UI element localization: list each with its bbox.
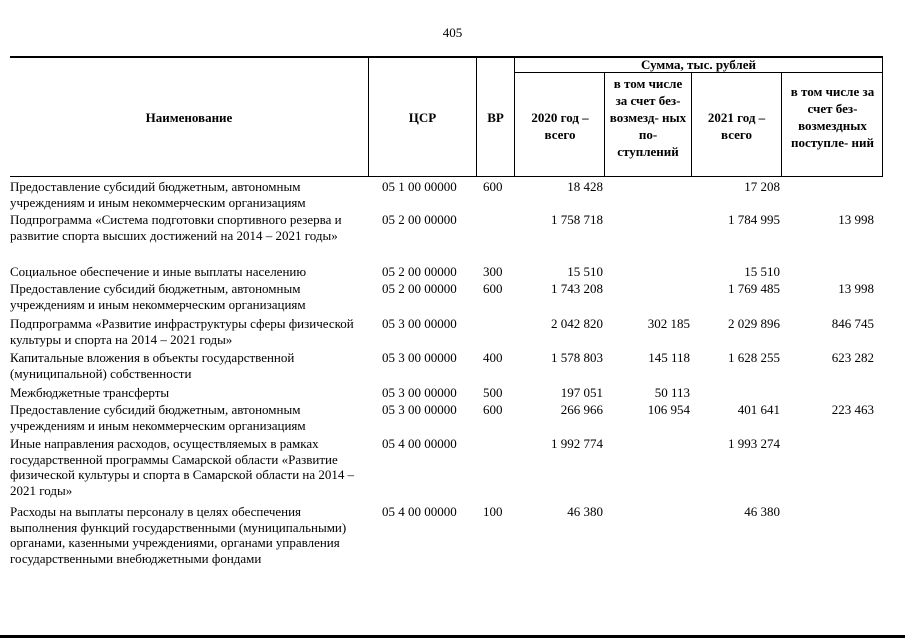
row-name: Капитальные вложения в объекты государственной (муниципальной) собственности: [10, 350, 295, 381]
header-2020-gratuitous: в том числе за счет без- возмезд- ных по- ступлений: [609, 76, 687, 159]
row-2021-total: 401 641: [737, 402, 780, 417]
header-bottom-rule: [10, 176, 883, 177]
header-vr: ВР: [487, 110, 504, 125]
col-divider: [604, 73, 605, 177]
row-2021-gratuitous: 223 463: [831, 402, 874, 417]
row-2021-total: 1 769 485: [728, 281, 780, 296]
row-csr: 05 4 00 00000: [382, 504, 457, 519]
row-2020-gratuitous: 302 185: [647, 316, 690, 331]
row-2021-total: 46 380: [744, 504, 780, 519]
row-csr: 05 3 00 00000: [382, 385, 457, 400]
row-csr: 05 3 00 00000: [382, 402, 457, 417]
header-2020-total: 2020 год – всего: [531, 110, 589, 142]
row-name: Социальное обеспечение и иные выплаты населению: [10, 264, 307, 279]
row-name: Предоставление субсидий бюджетным, автономным учреждениям и иным некоммерческим организациям: [10, 402, 306, 433]
row-2021-total: 1 628 255: [728, 350, 780, 365]
row-2021-gratuitous: 623 282: [831, 350, 874, 365]
row-vr: 600: [483, 402, 503, 417]
header-name: Наименование: [145, 110, 233, 125]
row-csr: 05 2 00 00000: [382, 212, 457, 227]
row-csr: 05 2 00 00000: [382, 264, 457, 279]
row-csr: 05 2 00 00000: [382, 281, 457, 296]
row-vr: 500: [483, 385, 503, 400]
page-number: 405: [442, 25, 463, 40]
row-2020-total: 46 380: [567, 504, 603, 519]
row-vr: 300: [483, 264, 503, 279]
row-name: Иные направления расходов, осуществляемых в рамках государственной программы Самарской области «Развитие физической культуры и спорта в Самарской области на 2014 – 2021 годы»: [10, 436, 355, 498]
row-2020-total: 266 966: [560, 402, 603, 417]
row-2020-total: 1 992 774: [551, 436, 603, 451]
row-2021-total: 1 993 274: [728, 436, 780, 451]
row-vr: 100: [483, 504, 503, 519]
row-2021-gratuitous: 13 998: [838, 281, 874, 296]
row-2021-gratuitous: 13 998: [838, 212, 874, 227]
row-2020-total: 197 051: [560, 385, 603, 400]
row-2020-total: 18 428: [567, 179, 603, 194]
row-2020-gratuitous: 106 954: [647, 402, 690, 417]
col-divider: [691, 73, 692, 177]
row-2021-total: 15 510: [744, 264, 780, 279]
row-2021-gratuitous: 846 745: [831, 316, 874, 331]
row-2021-total: 1 784 995: [728, 212, 780, 227]
row-vr: 400: [483, 350, 503, 365]
row-2021-total: 17 208: [744, 179, 780, 194]
row-2020-gratuitous: 50 113: [654, 385, 690, 400]
row-2020-total: 1 743 208: [551, 281, 603, 296]
row-csr: 05 3 00 00000: [382, 350, 457, 365]
col-divider: [514, 57, 515, 177]
row-name: Межбюджетные трансферты: [10, 385, 170, 400]
row-2020-gratuitous: 145 118: [648, 350, 690, 365]
row-2020-total: 1 578 803: [551, 350, 603, 365]
header-2021-gratuitous: в том числе за счет без- возмездных поступле- ний: [790, 84, 875, 150]
header-csr: ЦСР: [408, 110, 437, 125]
col-divider: [781, 73, 782, 177]
row-vr: 600: [483, 281, 503, 296]
row-name: Расходы на выплаты персоналу в целях обеспечения выполнения функций государственными (муниципальными) органами, казенными учреждениями, органами управления государственными внебюджетными фондами: [10, 504, 347, 566]
row-name: Подпрограмма «Система подготовки спортивного резерва и развитие спорта высших достижений на 2014 – 2021 годы»: [10, 212, 342, 243]
col-divider: [882, 57, 883, 177]
row-2020-total: 15 510: [567, 264, 603, 279]
row-name: Предоставление субсидий бюджетным, автономным учреждениям и иным некоммерческим организациям: [10, 179, 306, 210]
row-name: Предоставление субсидий бюджетным, автономным учреждениям и иным некоммерческим организациям: [10, 281, 306, 312]
row-2020-total: 2 042 820: [551, 316, 603, 331]
header-sum-group: Сумма, тыс. рублей: [641, 57, 756, 72]
row-name: Подпрограмма «Развитие инфраструктуры сферы физической культуры и спорта на 2014 – 2021 годы»: [10, 316, 354, 347]
row-vr: 600: [483, 179, 503, 194]
row-2020-total: 1 758 718: [551, 212, 603, 227]
header-2021-total: 2021 год – всего: [707, 110, 766, 142]
row-2021-total: 2 029 896: [728, 316, 780, 331]
row-csr: 05 4 00 00000: [382, 436, 457, 451]
row-csr: 05 3 00 00000: [382, 316, 457, 331]
bottom-rule: [0, 635, 905, 638]
row-csr: 05 1 00 00000: [382, 179, 457, 194]
